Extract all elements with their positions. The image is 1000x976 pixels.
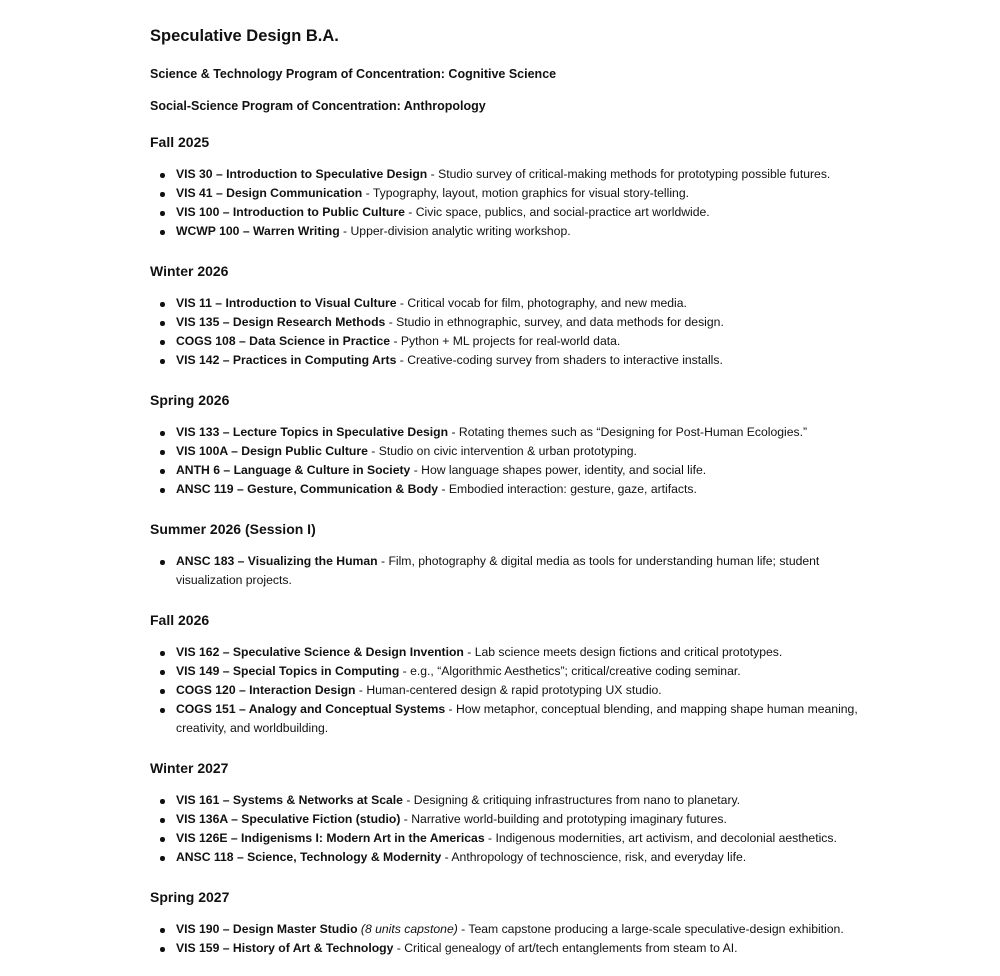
course-item bbox=[176, 643, 880, 662]
course-item bbox=[176, 791, 880, 810]
course-list bbox=[150, 643, 880, 738]
term-heading: Winter 2026 bbox=[150, 263, 229, 279]
course-item bbox=[176, 461, 880, 480]
course-description: - How language shapes power, identity, and social life. bbox=[410, 463, 707, 477]
course-list bbox=[150, 552, 880, 590]
course-description: - Rotating themes such as “Designing for Post-Human Ecologies.” bbox=[448, 425, 808, 439]
course-code: VIS 142 – Practices in Computing Arts bbox=[176, 353, 397, 367]
course-code: VIS 161 – Systems & Networks at Scale bbox=[176, 793, 403, 807]
course-code: VIS 100A – Design Public Culture bbox=[176, 444, 368, 458]
course-item bbox=[176, 442, 880, 461]
course-code: VIS 126E – Indigenisms I: Modern Art in the Americas bbox=[176, 831, 485, 845]
course-code: VIS 136A – Speculative Fiction (studio) bbox=[176, 812, 401, 826]
course-description: - Upper-division analytic writing workshop. bbox=[339, 224, 571, 238]
course-list bbox=[150, 791, 880, 867]
course-description: - e.g., “Algorithmic Aesthetics”; critical/creative coding seminar. bbox=[399, 664, 741, 678]
term-heading: Spring 2026 bbox=[150, 392, 230, 408]
course-description: - Designing & critiquing infrastructures from nano to planetary. bbox=[402, 793, 741, 807]
course-description: - Anthropology of technoscience, risk, and everyday life. bbox=[441, 850, 747, 864]
course-code: VIS 100 – Introduction to Public Culture bbox=[176, 205, 405, 219]
course-item bbox=[176, 294, 880, 313]
course-item bbox=[176, 700, 880, 738]
term-heading: Spring 2027 bbox=[150, 889, 230, 905]
course-description: - Creative-coding survey from shaders to interactive installs. bbox=[396, 353, 723, 367]
course-code: COGS 120 – Interaction Design bbox=[176, 683, 356, 697]
course-code: VIS 162 – Speculative Science & Design Invention bbox=[176, 645, 464, 659]
course-item bbox=[176, 332, 880, 351]
course-description: - Critical vocab for film, photography, and new media. bbox=[396, 296, 687, 310]
term-heading: Fall 2026 bbox=[150, 612, 210, 628]
course-description: - Python + ML projects for real-world data. bbox=[390, 334, 621, 348]
course-item bbox=[176, 423, 880, 442]
course-description: - Embodied interaction: gesture, gaze, artifacts. bbox=[438, 482, 697, 496]
course-item bbox=[176, 848, 880, 867]
course-code: VIS 30 – Introduction to Speculative Design bbox=[176, 167, 428, 181]
term-heading: Fall 2025 bbox=[150, 134, 210, 150]
course-description: - Indigenous modernities, art activism, and decolonial aesthetics. bbox=[484, 831, 837, 845]
course-item bbox=[176, 939, 880, 958]
course-code: VIS 11 – Introduction to Visual Culture bbox=[176, 296, 397, 310]
course-code: ANTH 6 – Language & Culture in Society bbox=[176, 463, 411, 477]
program-concentration-anthro: Social-Science Program of Concentration: Anthropology bbox=[150, 99, 486, 113]
course-item bbox=[176, 351, 880, 370]
course-description: - Lab science meets design fictions and critical prototypes. bbox=[463, 645, 783, 659]
course-code: VIS 149 – Special Topics in Computing bbox=[176, 664, 400, 678]
course-description: - Human-centered design & rapid prototyping UX studio. bbox=[355, 683, 662, 697]
course-item bbox=[176, 184, 880, 203]
course-description: - Team capstone producing a large-scale speculative-design exhibition. bbox=[457, 922, 844, 936]
course-list bbox=[150, 294, 880, 370]
course-description: - Narrative world-building and prototyping imaginary futures. bbox=[400, 812, 727, 826]
term-heading: Winter 2027 bbox=[150, 760, 229, 776]
course-code: VIS 133 – Lecture Topics in Speculative Design bbox=[176, 425, 449, 439]
term-heading: Summer 2026 (Session I) bbox=[150, 521, 316, 537]
course-item bbox=[176, 165, 880, 184]
course-code: COGS 108 – Data Science in Practice bbox=[176, 334, 391, 348]
page-title: Speculative Design B.A. bbox=[150, 27, 339, 45]
course-description: - Studio survey of critical-making methods for prototyping possible futures. bbox=[427, 167, 831, 181]
course-list bbox=[150, 423, 880, 499]
course-code: VIS 41 – Design Communication bbox=[176, 186, 363, 200]
course-list bbox=[150, 920, 880, 958]
course-description: - Typography, layout, motion graphics for visual story-telling. bbox=[362, 186, 689, 200]
course-item bbox=[176, 203, 880, 222]
course-code: WCWP 100 – Warren Writing bbox=[176, 224, 340, 238]
course-item bbox=[176, 920, 880, 939]
course-item bbox=[176, 829, 880, 848]
course-code: VIS 159 – History of Art & Technology bbox=[176, 941, 394, 955]
course-description: - Civic space, publics, and social-practice art worldwide. bbox=[404, 205, 710, 219]
program-concentration-cogsci: Science & Technology Program of Concentration: Cognitive Science bbox=[150, 67, 557, 81]
course-description: - How metaphor, conceptual blending, and mapping shape human meaning, creativity, and worldbuilding. bbox=[176, 702, 858, 735]
course-code: VIS 190 – Design Master Studio bbox=[176, 922, 358, 936]
course-code: VIS 135 – Design Research Methods bbox=[176, 315, 386, 329]
course-item bbox=[176, 662, 880, 681]
course-code: ANSC 119 – Gesture, Communication & Body bbox=[176, 482, 439, 496]
course-item bbox=[176, 313, 880, 332]
course-item bbox=[176, 222, 880, 241]
course-unit-note: (8 units capstone) bbox=[357, 922, 458, 936]
course-code: COGS 151 – Analogy and Conceptual Systems bbox=[176, 702, 446, 716]
course-item bbox=[176, 552, 880, 590]
course-description: - Critical genealogy of art/tech entanglements from steam to AI. bbox=[393, 941, 738, 955]
course-description: - Studio on civic intervention & urban prototyping. bbox=[367, 444, 637, 458]
course-item bbox=[176, 681, 880, 700]
course-item bbox=[176, 480, 880, 499]
course-item bbox=[176, 810, 880, 829]
course-description: - Film, photography & digital media as tools for understanding human life; student visualization projects. bbox=[176, 554, 820, 587]
course-code: ANSC 118 – Science, Technology & Modernity bbox=[176, 850, 442, 864]
course-description: - Studio in ethnographic, survey, and data methods for design. bbox=[385, 315, 724, 329]
course-list bbox=[150, 165, 880, 241]
course-code: ANSC 183 – Visualizing the Human bbox=[176, 554, 378, 568]
